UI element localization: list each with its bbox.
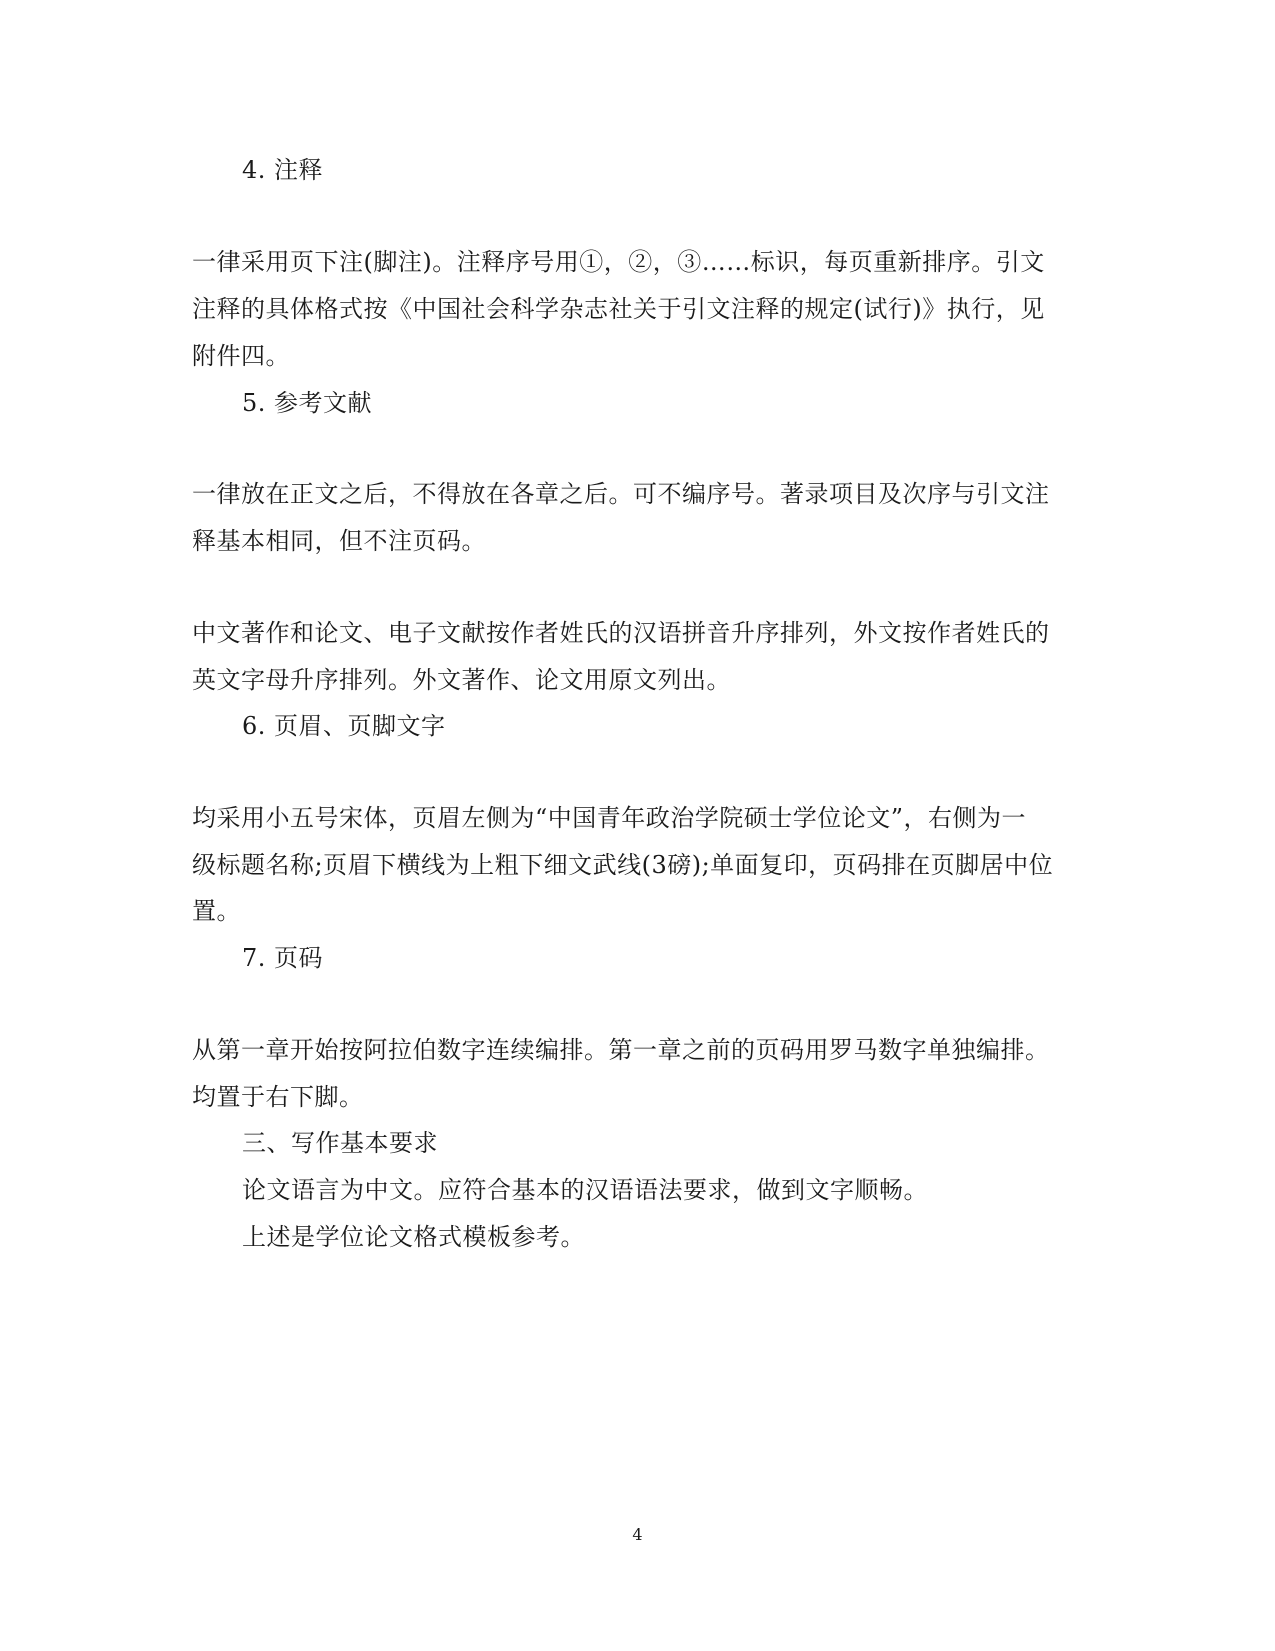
- header-footer-paragraph-line: 均采用小五号宋体，页眉左侧为“中国青年政治学院硕士学位论文”，右侧为一: [192, 804, 1027, 832]
- references-paragraph-line: 释基本相同，但不注页码。: [192, 527, 486, 555]
- heading-header-footer: 6. 页眉、页脚文字: [242, 712, 446, 740]
- header-footer-paragraph-line: 级标题名称;页眉下横线为上粗下细文武线(3磅);单面复印，页码排在页脚居中位: [192, 851, 1054, 879]
- heading-writing-requirements: 三、写作基本要求: [242, 1129, 438, 1157]
- references-order-line: 中文著作和论文、电子文献按作者姓氏的汉语拼音升序排列，外文按作者姓氏的: [192, 619, 1050, 647]
- notes-paragraph-line: 附件四。: [192, 342, 290, 370]
- page-number-paragraph-line: 从第一章开始按阿拉伯数字连续编排。第一章之前的页码用罗马数字单独编排。: [192, 1036, 1050, 1064]
- closing-sentence: 上述是学位论文格式模板参考。: [242, 1223, 585, 1251]
- page-number: 4: [632, 1525, 643, 1544]
- page-number-paragraph-line: 均置于右下脚。: [192, 1083, 364, 1111]
- heading-references: 5. 参考文献: [242, 389, 373, 417]
- heading-page-number: 7. 页码: [242, 944, 324, 972]
- heading-notes: 4. 注释: [242, 156, 324, 184]
- references-paragraph-line: 一律放在正文之后，不得放在各章之后。可不编序号。著录项目及次序与引文注: [192, 480, 1050, 508]
- references-order-line: 英文字母升序排列。外文著作、论文用原文列出。: [192, 666, 731, 694]
- notes-paragraph-line: 一律采用页下注(脚注)。注释序号用①，②，③……标识，每页重新排序。引文: [192, 248, 1045, 276]
- writing-requirements-paragraph: 论文语言为中文。应符合基本的汉语语法要求，做到文字顺畅。: [242, 1176, 928, 1204]
- notes-paragraph-line: 注释的具体格式按《中国社会科学杂志社关于引文注释的规定(试行)》执行，见: [192, 295, 1045, 323]
- header-footer-paragraph-line: 置。: [192, 897, 241, 925]
